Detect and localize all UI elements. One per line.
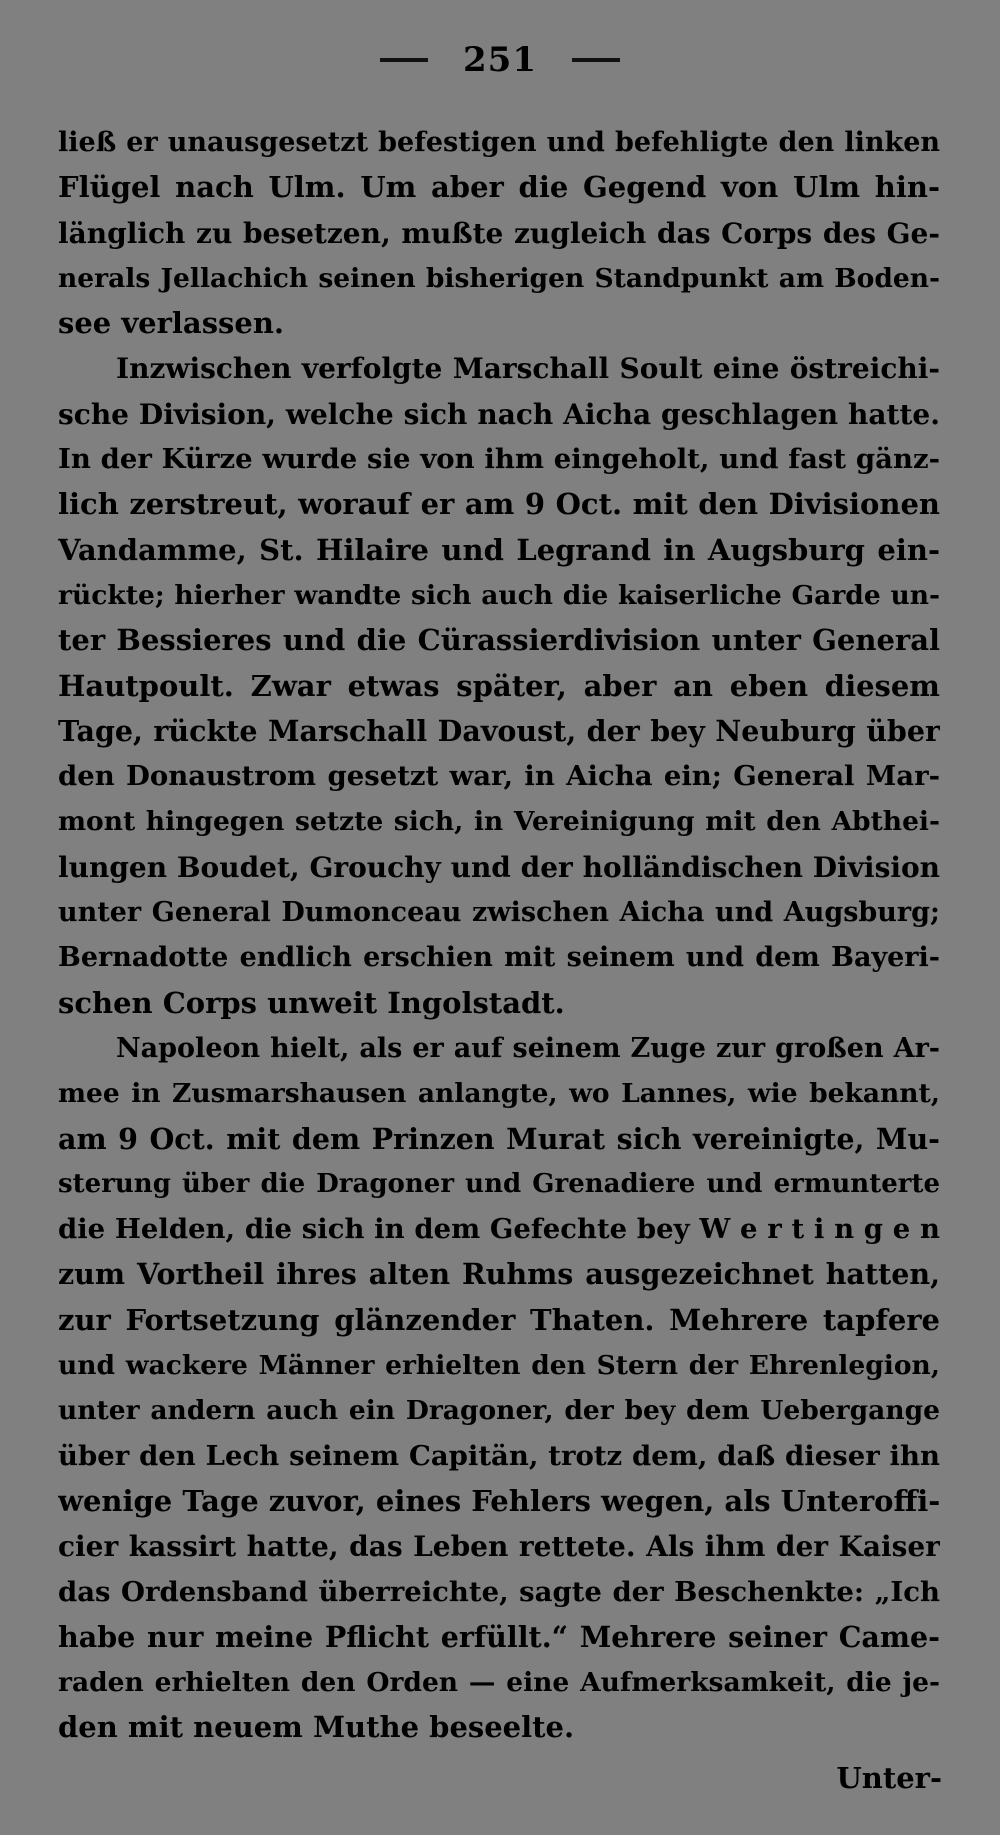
text-line: unter General Dumonceau zwischen Aicha und Augsburg; [58,897,940,929]
text-line: nerals Jellachich seinen bisherigen Standpunkt am Boden- [58,262,940,294]
text-line: die Helden, die sich in dem Gefechte bey W e r t i n g e n [58,1213,940,1246]
text-line: lich zerstreut, worauf er am 9 Oct. mit den Divisionen [58,487,940,522]
header-dash-right [572,58,620,62]
text-line: Bernadotte endlich erschien mit seinem und dem Bayeri- [58,942,940,974]
text-line: sche Division, welche sich nach Aicha geschlagen hatte. [58,397,940,431]
text-line: see verlassen. [58,306,284,341]
page-number: 251 [463,40,537,80]
text-line: unter andern auch ein Dragoner, der bey dem Uebergange [58,1395,940,1427]
text-line: ter Bessieres und die Cürassierdivision unter General [58,623,940,658]
text-line: In der Kürze wurde sie von ihm eingeholt, und fast gänz- [58,443,940,476]
text-line: rückte; hierher wandte sich auch die kaiserliche Garde un- [58,579,940,611]
text-line: mont hingegen setzte sich, in Vereinigung mit den Abthei- [58,806,940,838]
text-line: über den Lech seinem Capitän, trotz dem, daß dieser ihn [58,1439,940,1472]
text-line: raden erhielten den Orden — eine Aufmerksamkeit, die je- [58,1667,940,1699]
text-line: länglich zu besetzen, mußte zugleich das Corps des Ge- [58,216,940,250]
text-line: und wackere Männer erhielten den Stern der Ehrenlegion, [58,1350,940,1382]
text-line: schen Corps unweit Ingolstadt. [58,985,565,1020]
text-line: ließ er unausgesetzt befestigen und befehligte den linken [58,127,940,158]
text-line: Flügel nach Ulm. Um aber die Gegend von Ulm hin- [58,170,940,205]
text-line: sterung über die Dragoner und Grenadiere und ermunterte [58,1168,940,1199]
text-line: Tage, rückte Marschall Davoust, der bey Neuburg über [58,713,940,748]
text-line: Vandamme, St. Hilaire und Legrand in Augsburg ein- [58,532,940,567]
text-line: wenige Tage zuvor, eines Fehlers wegen, als Unteroffi- [58,1483,940,1518]
text-line: den mit neuem Muthe beseelte. [58,1710,575,1745]
text-line: lungen Boudet, Grouchy und der holländischen Division [58,850,940,884]
paragraph-first-line: Inzwischen verfolgte Marschall Soult eine östreichi- [116,352,940,386]
text-line: habe nur meine Pflicht erfüllt.“ Mehrere seiner Came- [58,1619,940,1654]
page-header [0,38,1000,80]
text-line: Hautpoult. Zwar etwas später, aber an eben diesem [58,668,940,703]
header-dash-left [380,58,428,62]
text-line: cier kassirt hatte, das Leben rettete. Als ihm der Kaiser [58,1530,940,1564]
paragraph-first-line: Napoleon hielt, als er auf seinem Zuge zur großen Ar- [116,1032,940,1064]
text-line: am 9 Oct. mit dem Prinzen Murat sich vereinigte, Mu- [58,1121,940,1156]
text-line: das Ordensband überreichte, sagte der Beschenkte: „Ich [58,1575,940,1608]
text-line: mee in Zusmarshausen anlangte, wo Lannes, wie bekannt, [58,1078,940,1110]
text-line: den Donaustrom gesetzt war, in Aicha ein; General Mar- [58,760,940,793]
text-line: zur Fortsetzung glänzender Thaten. Mehrere tapfere [58,1302,940,1337]
body-text [58,120,940,1751]
text-line: zum Vortheil ihres alten Ruhms ausgezeichnet hatten, [58,1257,940,1292]
catchword: Unter- [836,1761,942,1795]
